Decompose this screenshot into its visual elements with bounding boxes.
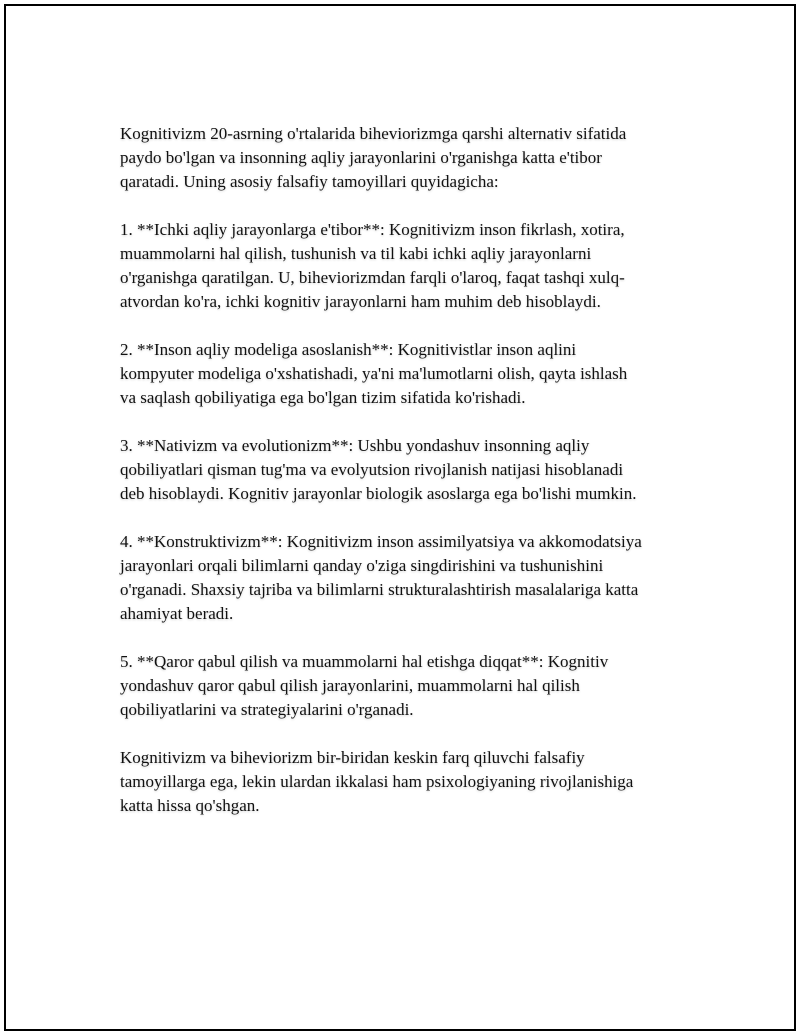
principle-2-paragraph: 2. **Inson aqliy modeliga asoslanish**: Kognitivistlar inson aqlini kompyuter modeliga o'xshatishadi, ya'ni ma'lumotlarni olish, qayta ishlash va saqlash qobiliyatiga ega bo'lgan tizim sifatida ko'rishadi. bbox=[120, 340, 628, 407]
principle-1-paragraph: 1. **Ichki aqliy jarayonlarga e'tibor**: Kognitivizm inson fikrlash, xotira, muammolarni hal qilish, tushunish va til kabi ichki aqliy jarayonlarni o'rganishga qaratilgan. U, biheviorizmdan farqli o'laroq, faqat tashqi xulq- atvordan ko'ra, ichki kognitiv jarayonlarni ham muhim deb hisoblaydi. bbox=[120, 220, 625, 311]
page-frame bbox=[4, 4, 796, 1031]
document-body bbox=[120, 122, 700, 842]
principle-3-paragraph: 3. **Nativizm va evolutionizm**: Ushbu yondashuv insonning aqliy qobiliyatlari qisman tug'ma va evolyutsion rivojlanish natijasi hisoblanadi deb hisoblaydi. Kognitiv jarayonlar biologik asoslarga ega bo'lishi mumkin. bbox=[120, 436, 637, 503]
intro-paragraph: Kognitivizm 20-asrning o'rtalarida biheviorizmga qarshi alternativ sifatida paydo bo'lgan va insonning aqliy jarayonlarini o'rganishga katta e'tibor qaratadi. Uning asosiy falsafiy tamoyillari quyidagicha: bbox=[120, 124, 627, 191]
principle-5-paragraph: 5. **Qaror qabul qilish va muammolarni hal etishga diqqat**: Kognitiv yondashuv qaror qabul qilish jarayonlarini, muammolarni hal qilish qobiliyatlarini va strategiyalarini o'rganadi. bbox=[120, 652, 609, 719]
conclusion-paragraph: Kognitivizm va biheviorizm bir-biridan keskin farq qiluvchi falsafiy tamoyillarga ega, lekin ulardan ikkalasi ham psixologiyaning rivojlanishiga katta hissa qo'shgan. bbox=[120, 748, 634, 815]
principle-4-paragraph: 4. **Konstruktivizm**: Kognitivizm inson assimilyatsiya va akkomodatsiya jarayonlari orqali bilimlarni qanday o'ziga singdirishini va tushunishini o'rganadi. Shaxsiy tajriba va bilimlarni strukturalashtirish masalalariga katta ahamiyat beradi. bbox=[120, 532, 642, 623]
